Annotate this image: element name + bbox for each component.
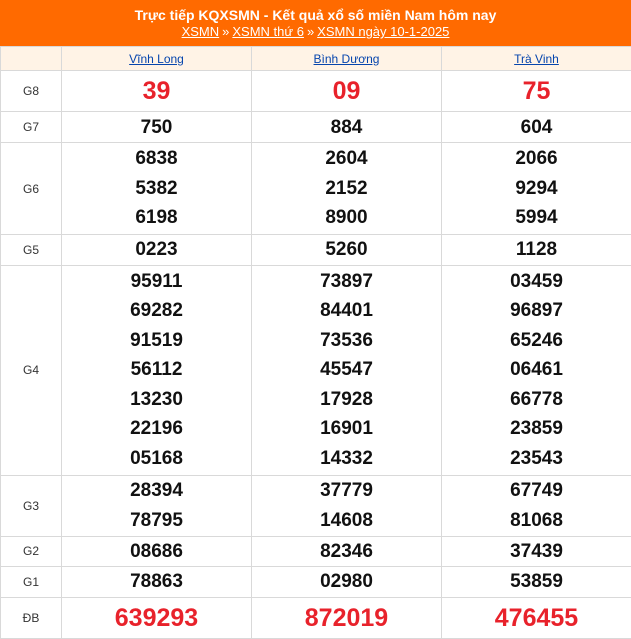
prize-cell <box>252 265 442 475</box>
prize-number: 73897 <box>252 267 441 297</box>
prize-number: 84401 <box>252 296 441 326</box>
prize-number: 95911 <box>62 267 251 297</box>
province-link[interactable]: Trà Vinh <box>514 52 559 66</box>
prize-number: 75 <box>442 71 631 111</box>
prize-cell <box>62 567 252 598</box>
prize-number: 81068 <box>442 506 631 536</box>
breadcrumb-xsmn-date[interactable]: XSMN ngày 10-1-2025 <box>317 24 449 39</box>
province-vinh-long <box>62 47 252 71</box>
prize-cell <box>252 536 442 567</box>
prize-row-g6 <box>1 143 631 235</box>
prize-number: 91519 <box>62 326 251 356</box>
prize-number: 639293 <box>62 598 251 638</box>
prize-cell <box>442 235 631 266</box>
prize-row-g8 <box>1 71 631 112</box>
prize-number: 23543 <box>442 444 631 474</box>
prize-number: 05168 <box>62 444 251 474</box>
prize-number: 78795 <box>62 506 251 536</box>
prize-number: 22196 <box>62 414 251 444</box>
prize-number: 5994 <box>442 203 631 233</box>
prize-number: 37779 <box>252 476 441 506</box>
prize-number: 45547 <box>252 355 441 385</box>
prize-number: 884 <box>252 113 441 142</box>
prize-cell <box>252 235 442 266</box>
prize-row-db <box>1 598 631 639</box>
prize-number: 13230 <box>62 385 251 415</box>
prize-number: 03459 <box>442 267 631 297</box>
prize-cell <box>252 475 442 536</box>
prize-number: 08686 <box>62 537 251 567</box>
prize-label: G5 <box>1 235 62 266</box>
prize-number: 17928 <box>252 385 441 415</box>
province-header-row <box>1 47 631 71</box>
prize-number: 69282 <box>62 296 251 326</box>
prize-label: G6 <box>1 143 62 235</box>
prize-number: 53859 <box>442 567 631 597</box>
prize-number: 750 <box>62 113 251 142</box>
prize-cell <box>62 143 252 235</box>
prize-cell <box>442 265 631 475</box>
province-tra-vinh <box>442 47 631 71</box>
prize-row-g2 <box>1 536 631 567</box>
prize-number: 67749 <box>442 476 631 506</box>
prize-number: 14332 <box>252 444 441 474</box>
prize-number: 5260 <box>252 235 441 265</box>
prize-row-g5 <box>1 235 631 266</box>
prize-cell <box>62 475 252 536</box>
breadcrumb-xsmn[interactable]: XSMN <box>182 24 220 39</box>
prize-number: 16901 <box>252 414 441 444</box>
prize-number: 96897 <box>442 296 631 326</box>
prize-number: 476455 <box>442 598 631 638</box>
prize-number: 8900 <box>252 203 441 233</box>
results-table <box>0 46 631 639</box>
prize-cell <box>252 112 442 143</box>
breadcrumb-xsmn-thu-6[interactable]: XSMN thứ 6 <box>232 24 304 39</box>
prize-cell <box>62 235 252 266</box>
prize-number: 0223 <box>62 235 251 265</box>
prize-cell <box>442 536 631 567</box>
prize-cell <box>442 598 631 639</box>
prize-cell <box>62 112 252 143</box>
prize-number: 39 <box>62 71 251 111</box>
province-link[interactable]: Bình Dương <box>314 52 380 66</box>
province-binh-duong <box>252 47 442 71</box>
prize-number: 2152 <box>252 174 441 204</box>
prize-cell <box>442 112 631 143</box>
breadcrumb-separator: » <box>219 24 232 39</box>
prize-cell <box>442 143 631 235</box>
prize-row-g4 <box>1 265 631 475</box>
prize-cell <box>442 475 631 536</box>
prize-number: 65246 <box>442 326 631 356</box>
breadcrumb-separator: » <box>304 24 317 39</box>
prize-number: 66778 <box>442 385 631 415</box>
prize-number: 82346 <box>252 537 441 567</box>
prize-number: 28394 <box>62 476 251 506</box>
page-header <box>0 0 631 46</box>
prize-number: 78863 <box>62 567 251 597</box>
province-link[interactable]: Vĩnh Long <box>129 52 184 66</box>
prize-label: G3 <box>1 475 62 536</box>
prize-number: 37439 <box>442 537 631 567</box>
prize-label: ĐB <box>1 598 62 639</box>
prize-label: G4 <box>1 265 62 475</box>
prize-label: G8 <box>1 71 62 112</box>
prize-row-g7 <box>1 112 631 143</box>
prize-number: 9294 <box>442 174 631 204</box>
prize-cell <box>252 71 442 112</box>
prize-label: G1 <box>1 567 62 598</box>
prize-cell <box>442 567 631 598</box>
prize-number: 06461 <box>442 355 631 385</box>
prize-number: 5382 <box>62 174 251 204</box>
breadcrumb <box>0 24 631 40</box>
prize-number: 2066 <box>442 144 631 174</box>
prize-number: 73536 <box>252 326 441 356</box>
prize-number: 2604 <box>252 144 441 174</box>
prize-label: G7 <box>1 112 62 143</box>
prize-cell <box>62 265 252 475</box>
prize-number: 1128 <box>442 235 631 265</box>
prize-number: 23859 <box>442 414 631 444</box>
prize-cell <box>62 71 252 112</box>
prize-number: 6838 <box>62 144 251 174</box>
prize-number: 02980 <box>252 567 441 597</box>
prize-cell <box>62 598 252 639</box>
page-title: Trực tiếp KQXSMN - Kết quả xổ số miền Nam hôm nay <box>0 6 631 24</box>
prize-label: G2 <box>1 536 62 567</box>
prize-number: 56112 <box>62 355 251 385</box>
prize-number: 09 <box>252 71 441 111</box>
prize-cell <box>252 567 442 598</box>
prize-number: 872019 <box>252 598 441 638</box>
corner-cell <box>1 47 62 71</box>
prize-number: 604 <box>442 113 631 142</box>
prize-cell <box>442 71 631 112</box>
prize-number: 6198 <box>62 203 251 233</box>
prize-cell <box>252 598 442 639</box>
prize-number: 14608 <box>252 506 441 536</box>
prize-row-g1 <box>1 567 631 598</box>
prize-cell <box>252 143 442 235</box>
prize-table-body <box>1 71 631 639</box>
prize-row-g3 <box>1 475 631 536</box>
prize-cell <box>62 536 252 567</box>
